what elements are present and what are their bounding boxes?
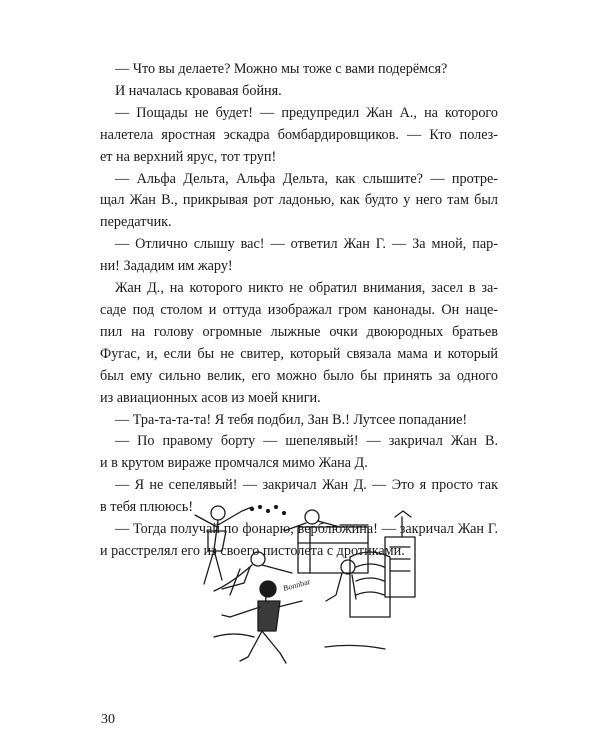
- text-line: Фугас, и, если бы не свитер, который связала мама и который: [100, 345, 498, 362]
- text-line: в тебя плююсь!: [100, 499, 194, 516]
- kids-fighting-drawing-icon: [180, 497, 435, 675]
- text-line: — Что вы делаете? Можно мы тоже с вами подерёмся?: [115, 61, 448, 77]
- text-line: передатчик.: [100, 214, 172, 231]
- text-line: налетела яростная эскадра бомбардировщиков. — Кто полез-: [100, 126, 498, 143]
- paragraph: [100, 103, 498, 169]
- text-line: — Альфа Дельта, Альфа Дельта, как слышите? — протре-: [115, 170, 498, 187]
- text-line: Жан Д., на которого никто не обратил внимания, засел в за-: [115, 280, 498, 297]
- paragraph: [100, 59, 498, 81]
- body-text: [100, 59, 498, 563]
- text-line: пил на голову огромные лыжные очки двоюродных братьев: [100, 323, 498, 340]
- paragraph: [100, 169, 498, 235]
- illustration-scribble: Bonnbar: [282, 577, 312, 593]
- text-line: и расстрелял его из своего пистолета с дротиками.: [100, 542, 405, 559]
- text-line: ни! Зададим им жару!: [100, 258, 233, 275]
- text-line: саде под столом и оттуда изображал гром канонады. Он нацe-: [100, 301, 498, 318]
- paragraph: [100, 278, 498, 409]
- text-line: И началась кровавая бойня.: [115, 82, 282, 99]
- text-line: — По правому борту — шепелявый! — закричал Жан В.: [115, 433, 498, 450]
- text-line: — Тогда получай по фонарю, верблюжина! — закричал Жан Г.: [115, 521, 498, 538]
- text-line: — Тра-та-та-та! Я тебя подбил, Зан В.! Лутсее попадание!: [115, 411, 468, 428]
- text-line: щал Жан В., прикрывая рот ладонью, как будто у него там был: [100, 192, 498, 209]
- text-line: — Я не сепелявый! — закричал Жан Д. — Это я просто так: [115, 477, 498, 494]
- paragraph: [100, 410, 498, 432]
- page-number: 30: [101, 712, 115, 727]
- text-line: из авиационных асов из моей книги.: [100, 389, 321, 406]
- text-line: был ему сильно велик, его можно было бы принять за одного: [100, 367, 498, 384]
- paragraph: [100, 431, 498, 475]
- paragraph: [100, 81, 498, 103]
- text-line: и в крутом вираже промчался мимо Жана Д.: [100, 455, 368, 472]
- text-line: — Отлично слышу вас! — ответил Жан Г. — За мной, пар-: [115, 236, 498, 253]
- text-line: ет на верхний ярус, тот труп!: [100, 148, 277, 165]
- paragraph: [100, 234, 498, 278]
- text-line: — Пощады не будет! — предупредил Жан А., на которого: [115, 104, 498, 121]
